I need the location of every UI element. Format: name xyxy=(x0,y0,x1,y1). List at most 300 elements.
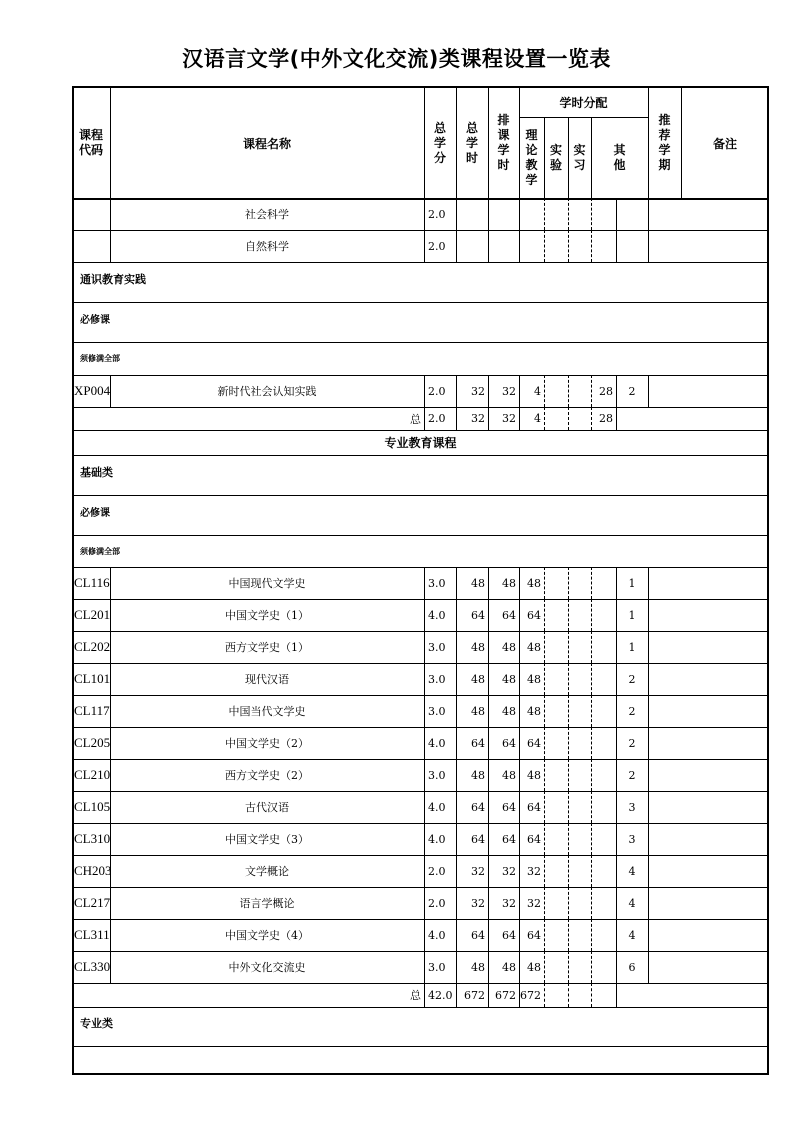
column-divider xyxy=(648,855,649,887)
column-divider xyxy=(519,230,520,262)
column-divider xyxy=(424,88,425,198)
credits: 4.0 xyxy=(428,736,446,750)
column-divider xyxy=(110,759,111,791)
column-divider xyxy=(424,759,425,791)
theory-hours: 48 xyxy=(527,640,541,654)
column-divider xyxy=(616,823,617,855)
header-total-hours-char: 时 xyxy=(465,150,478,165)
course-name: 自然科学 xyxy=(245,240,289,253)
scheduled-hours: 48 xyxy=(502,576,516,590)
column-divider xyxy=(648,951,649,983)
column-divider xyxy=(519,855,520,887)
credits: 4.0 xyxy=(428,608,446,622)
dashed-column-divider xyxy=(568,951,569,983)
dashed-column-divider xyxy=(591,567,592,599)
column-divider xyxy=(519,759,520,791)
theory-hours: 4 xyxy=(534,384,541,398)
column-divider xyxy=(488,855,489,887)
column-divider xyxy=(424,375,425,407)
column-divider xyxy=(456,855,457,887)
dashed-column-divider xyxy=(544,759,545,791)
column-divider xyxy=(424,663,425,695)
header-total-hours xyxy=(456,88,488,198)
column-divider xyxy=(681,88,682,198)
column-divider xyxy=(519,823,520,855)
header-remark: 备注 xyxy=(712,136,737,151)
column-divider xyxy=(648,198,649,230)
column-divider xyxy=(424,198,425,230)
credits: 3.0 xyxy=(428,704,446,718)
column-divider xyxy=(456,375,457,407)
theory-hours: 64 xyxy=(527,832,541,846)
column-divider xyxy=(424,855,425,887)
dashed-column-divider xyxy=(568,230,569,262)
column-divider xyxy=(110,951,111,983)
hours: 64 xyxy=(471,928,485,942)
column-divider xyxy=(519,567,520,599)
dashed-column-divider xyxy=(591,983,592,1007)
column-divider xyxy=(424,695,425,727)
column-divider xyxy=(519,919,520,951)
column-divider xyxy=(519,727,520,759)
column-divider xyxy=(110,230,111,262)
credits: 3.0 xyxy=(428,672,446,686)
column-divider xyxy=(488,695,489,727)
hours: 64 xyxy=(471,832,485,846)
total-scheduled-hours: 672 xyxy=(495,988,516,1002)
semester: 4 xyxy=(628,896,636,910)
column-divider xyxy=(488,407,489,430)
column-divider xyxy=(616,567,617,599)
column-divider xyxy=(591,117,592,198)
total-credits: 42.0 xyxy=(428,988,453,1002)
section-basic: 基础类 xyxy=(80,466,113,479)
scheduled-hours: 64 xyxy=(502,800,516,814)
course-code: CL201 xyxy=(74,607,111,622)
header-experiment-char: 验 xyxy=(549,157,562,172)
dashed-column-divider xyxy=(544,599,545,631)
semester: 2 xyxy=(628,736,636,750)
scheduled-hours: 32 xyxy=(502,384,516,398)
column-divider xyxy=(488,663,489,695)
dashed-column-divider xyxy=(591,198,592,230)
header-total-credits-char: 分 xyxy=(433,150,446,165)
column-divider xyxy=(648,230,649,262)
row-divider xyxy=(72,430,769,431)
dashed-column-divider xyxy=(544,230,545,262)
scheduled-hours: 32 xyxy=(502,896,516,910)
column-divider xyxy=(648,823,649,855)
dashed-column-divider xyxy=(568,887,569,919)
column-divider xyxy=(110,88,111,198)
column-divider xyxy=(424,230,425,262)
hours: 32 xyxy=(471,384,485,398)
column-divider xyxy=(72,198,73,230)
course-code: CL205 xyxy=(74,735,111,750)
total-label: 总 xyxy=(410,412,421,426)
column-divider xyxy=(648,791,649,823)
row-divider xyxy=(519,117,648,118)
total-other-hours: 28 xyxy=(599,412,613,425)
column-divider xyxy=(110,567,111,599)
page-title: 汉语言文学(中外文化交流)类课程设置一览表 xyxy=(182,47,611,71)
column-divider xyxy=(488,631,489,663)
dashed-column-divider xyxy=(544,919,545,951)
course-name: 现代汉语 xyxy=(245,673,289,686)
course-code: CH203 xyxy=(74,863,112,878)
column-divider xyxy=(616,951,617,983)
label-required: 必修课 xyxy=(80,315,110,326)
dashed-column-divider xyxy=(544,567,545,599)
course-name: 西方文学史（1） xyxy=(225,641,309,654)
scheduled-hours: 48 xyxy=(502,672,516,686)
semester: 4 xyxy=(628,864,636,878)
column-divider xyxy=(110,198,111,230)
column-divider xyxy=(456,823,457,855)
credits: 2.0 xyxy=(428,384,446,398)
theory-hours: 48 xyxy=(527,960,541,974)
column-divider xyxy=(519,375,520,407)
header-scheduled-hours-char: 时 xyxy=(497,158,510,172)
column-divider xyxy=(648,887,649,919)
row-divider xyxy=(72,535,769,536)
header-other-char: 其 xyxy=(613,142,626,157)
header-other-char: 他 xyxy=(613,157,626,172)
column-divider xyxy=(616,198,617,230)
column-divider xyxy=(616,663,617,695)
theory-hours: 32 xyxy=(527,896,541,910)
dashed-column-divider xyxy=(544,951,545,983)
column-divider xyxy=(488,919,489,951)
column-divider xyxy=(424,599,425,631)
header-experiment-char: 实 xyxy=(549,142,562,157)
course-code: CL210 xyxy=(74,767,111,782)
course-name: 西方文学史（2） xyxy=(225,769,309,782)
column-divider xyxy=(519,983,520,1007)
credits: 4.0 xyxy=(428,832,446,846)
scheduled-hours: 64 xyxy=(502,928,516,942)
dashed-column-divider xyxy=(544,631,545,663)
course-code: CL117 xyxy=(74,703,110,718)
column-divider xyxy=(488,759,489,791)
course-name: 语言学概论 xyxy=(239,897,295,910)
credits: 3.0 xyxy=(428,768,446,782)
column-divider xyxy=(456,567,457,599)
column-divider xyxy=(648,567,649,599)
scheduled-hours: 48 xyxy=(502,640,516,654)
column-divider xyxy=(110,375,111,407)
column-divider xyxy=(648,631,649,663)
header-course-code-char: 课程 xyxy=(78,128,103,142)
other-hours: 28 xyxy=(599,384,613,398)
course-code: CL310 xyxy=(74,831,111,846)
dashed-column-divider xyxy=(591,695,592,727)
semester: 3 xyxy=(628,832,636,846)
column-divider xyxy=(488,230,489,262)
scheduled-hours: 48 xyxy=(502,704,516,718)
column-divider xyxy=(568,117,569,198)
hours: 32 xyxy=(471,896,485,910)
column-divider xyxy=(456,599,457,631)
dashed-column-divider xyxy=(591,230,592,262)
column-divider xyxy=(519,407,520,430)
course-code: CL311 xyxy=(74,927,110,942)
header-semester-char: 推 xyxy=(658,113,671,127)
hours: 48 xyxy=(471,672,485,686)
column-divider xyxy=(424,983,425,1007)
column-divider xyxy=(648,663,649,695)
header-total-credits-char: 总 xyxy=(433,120,446,135)
header-practice-char: 实 xyxy=(573,142,586,157)
column-divider xyxy=(519,791,520,823)
theory-hours: 48 xyxy=(527,576,541,590)
column-divider xyxy=(488,198,489,230)
column-divider xyxy=(519,695,520,727)
theory-hours: 48 xyxy=(527,704,541,718)
header-scheduled-hours-char: 课 xyxy=(497,128,510,142)
dashed-column-divider xyxy=(544,663,545,695)
semester: 1 xyxy=(628,608,636,622)
column-divider xyxy=(616,727,617,759)
dashed-column-divider xyxy=(544,407,545,430)
label-required: 必修课 xyxy=(80,508,110,519)
scheduled-hours: 64 xyxy=(502,832,516,846)
column-divider xyxy=(110,887,111,919)
total-scheduled-hours: 32 xyxy=(502,412,516,425)
course-code: CL105 xyxy=(74,799,111,814)
course-code: CL330 xyxy=(74,959,111,974)
credits: 3.0 xyxy=(428,576,446,590)
column-divider xyxy=(519,887,520,919)
credits: 2.0 xyxy=(428,239,446,253)
header-theory-char: 理 xyxy=(525,127,538,142)
semester: 2 xyxy=(628,768,636,782)
hours: 64 xyxy=(471,736,485,750)
dashed-column-divider xyxy=(591,727,592,759)
dashed-column-divider xyxy=(591,855,592,887)
column-divider xyxy=(519,88,520,198)
scheduled-hours: 32 xyxy=(502,864,516,878)
theory-hours: 48 xyxy=(527,768,541,782)
row-divider xyxy=(72,1007,769,1008)
scheduled-hours: 48 xyxy=(502,960,516,974)
column-divider xyxy=(110,663,111,695)
column-divider xyxy=(616,983,617,1007)
column-divider xyxy=(616,855,617,887)
dashed-column-divider xyxy=(568,983,569,1007)
column-divider xyxy=(519,951,520,983)
dashed-column-divider xyxy=(591,375,592,407)
header-total-hours-char: 总 xyxy=(465,120,478,135)
column-divider xyxy=(488,88,489,198)
column-divider xyxy=(110,823,111,855)
column-divider xyxy=(616,887,617,919)
header-hour-distribution: 学时分配 xyxy=(559,96,608,110)
hours: 48 xyxy=(471,640,485,654)
row-divider xyxy=(72,1046,769,1047)
column-divider xyxy=(110,855,111,887)
header-total-credits xyxy=(424,88,456,198)
column-divider xyxy=(519,198,520,230)
dashed-column-divider xyxy=(544,375,545,407)
column-divider xyxy=(456,631,457,663)
course-name: 中国文学史（2） xyxy=(225,737,309,750)
course-name: 社会科学 xyxy=(245,208,289,221)
dashed-column-divider xyxy=(544,198,545,230)
dashed-column-divider xyxy=(568,631,569,663)
header-theory-char: 论 xyxy=(525,142,538,157)
column-divider xyxy=(616,599,617,631)
dashed-column-divider xyxy=(591,663,592,695)
column-divider xyxy=(110,791,111,823)
column-divider xyxy=(648,375,649,407)
hours: 32 xyxy=(471,864,485,878)
column-divider xyxy=(488,887,489,919)
row-divider xyxy=(72,495,769,496)
credits: 3.0 xyxy=(428,960,446,974)
hours: 48 xyxy=(471,768,485,782)
course-code: CL202 xyxy=(74,639,111,654)
total-hours: 32 xyxy=(471,412,485,425)
dashed-column-divider xyxy=(544,855,545,887)
column-divider xyxy=(456,919,457,951)
hours: 64 xyxy=(471,800,485,814)
header-total-hours-char: 学 xyxy=(465,135,478,150)
header-experiment xyxy=(544,117,568,198)
dashed-column-divider xyxy=(568,695,569,727)
row-divider xyxy=(72,342,769,343)
column-divider xyxy=(456,663,457,695)
column-divider xyxy=(424,791,425,823)
column-divider xyxy=(424,407,425,430)
dashed-column-divider xyxy=(591,631,592,663)
theory-hours: 32 xyxy=(527,864,541,878)
course-name: 中国文学史（4） xyxy=(225,929,309,942)
column-divider xyxy=(424,727,425,759)
header-theory xyxy=(519,117,544,198)
total-credits: 2.0 xyxy=(428,412,446,425)
column-divider xyxy=(488,983,489,1007)
column-divider xyxy=(424,823,425,855)
dashed-column-divider xyxy=(568,599,569,631)
column-divider xyxy=(424,567,425,599)
column-divider xyxy=(616,919,617,951)
column-divider xyxy=(456,983,457,1007)
semester: 2 xyxy=(628,384,636,398)
course-name: 中国文学史（1） xyxy=(225,609,309,622)
dashed-column-divider xyxy=(591,823,592,855)
header-course-code-char: 代码 xyxy=(78,143,103,157)
column-divider xyxy=(488,567,489,599)
header-semester-char: 学 xyxy=(658,143,671,157)
column-divider xyxy=(648,759,649,791)
header-scheduled-hours-char: 排 xyxy=(497,113,510,127)
column-divider xyxy=(110,631,111,663)
semester: 6 xyxy=(628,960,636,974)
header-other xyxy=(591,117,648,198)
course-code: CL116 xyxy=(74,575,110,590)
credits: 2.0 xyxy=(428,864,446,878)
column-divider xyxy=(110,727,111,759)
column-divider xyxy=(648,727,649,759)
header-scheduled-hours xyxy=(488,88,519,198)
dashed-column-divider xyxy=(568,759,569,791)
column-divider xyxy=(616,695,617,727)
column-divider xyxy=(456,759,457,791)
dashed-column-divider xyxy=(591,407,592,430)
dashed-column-divider xyxy=(544,887,545,919)
column-divider xyxy=(456,887,457,919)
dashed-column-divider xyxy=(568,567,569,599)
dashed-column-divider xyxy=(568,855,569,887)
dashed-column-divider xyxy=(544,791,545,823)
column-divider xyxy=(488,375,489,407)
total-theory-hours: 672 xyxy=(520,988,541,1002)
dashed-column-divider xyxy=(544,823,545,855)
column-divider xyxy=(616,230,617,262)
dashed-column-divider xyxy=(544,695,545,727)
section-professional: 专业类 xyxy=(80,1017,113,1030)
column-divider xyxy=(456,951,457,983)
label-required-all: 须修满全部 xyxy=(80,354,120,363)
header-practice xyxy=(568,117,591,198)
dashed-column-divider xyxy=(568,407,569,430)
course-name: 中外文化交流史 xyxy=(228,961,306,974)
credits: 3.0 xyxy=(428,640,446,654)
column-divider xyxy=(616,375,617,407)
column-divider xyxy=(72,230,73,262)
hours: 48 xyxy=(471,704,485,718)
dashed-column-divider xyxy=(568,375,569,407)
column-divider xyxy=(648,695,649,727)
column-divider xyxy=(648,919,649,951)
column-divider xyxy=(648,88,649,198)
header-course-code xyxy=(72,88,110,198)
dashed-column-divider xyxy=(591,919,592,951)
course-code: XP004 xyxy=(74,383,111,398)
dashed-column-divider xyxy=(591,951,592,983)
dashed-column-divider xyxy=(591,759,592,791)
dashed-column-divider xyxy=(568,823,569,855)
hours: 48 xyxy=(471,960,485,974)
scheduled-hours: 64 xyxy=(502,608,516,622)
column-divider xyxy=(544,117,545,198)
dashed-column-divider xyxy=(544,727,545,759)
row-divider xyxy=(72,455,769,456)
semester: 4 xyxy=(628,928,636,942)
total-label: 总 xyxy=(410,989,421,1002)
course-name: 中国文学史（3） xyxy=(225,833,309,846)
column-divider xyxy=(616,791,617,823)
header-practice-char: 习 xyxy=(573,157,586,172)
column-divider xyxy=(488,951,489,983)
column-divider xyxy=(456,198,457,230)
dashed-column-divider xyxy=(568,198,569,230)
scheduled-hours: 48 xyxy=(502,768,516,782)
theory-hours: 64 xyxy=(527,800,541,814)
header-scheduled-hours-char: 学 xyxy=(497,143,510,157)
semester: 2 xyxy=(628,672,636,686)
column-divider xyxy=(616,759,617,791)
dashed-column-divider xyxy=(568,727,569,759)
theory-hours: 64 xyxy=(527,928,541,942)
course-code: CL101 xyxy=(74,671,111,686)
course-name: 中国当代文学史 xyxy=(228,705,306,718)
credits: 2.0 xyxy=(428,896,446,910)
column-divider xyxy=(424,951,425,983)
dashed-column-divider xyxy=(544,983,545,1007)
dashed-column-divider xyxy=(591,599,592,631)
